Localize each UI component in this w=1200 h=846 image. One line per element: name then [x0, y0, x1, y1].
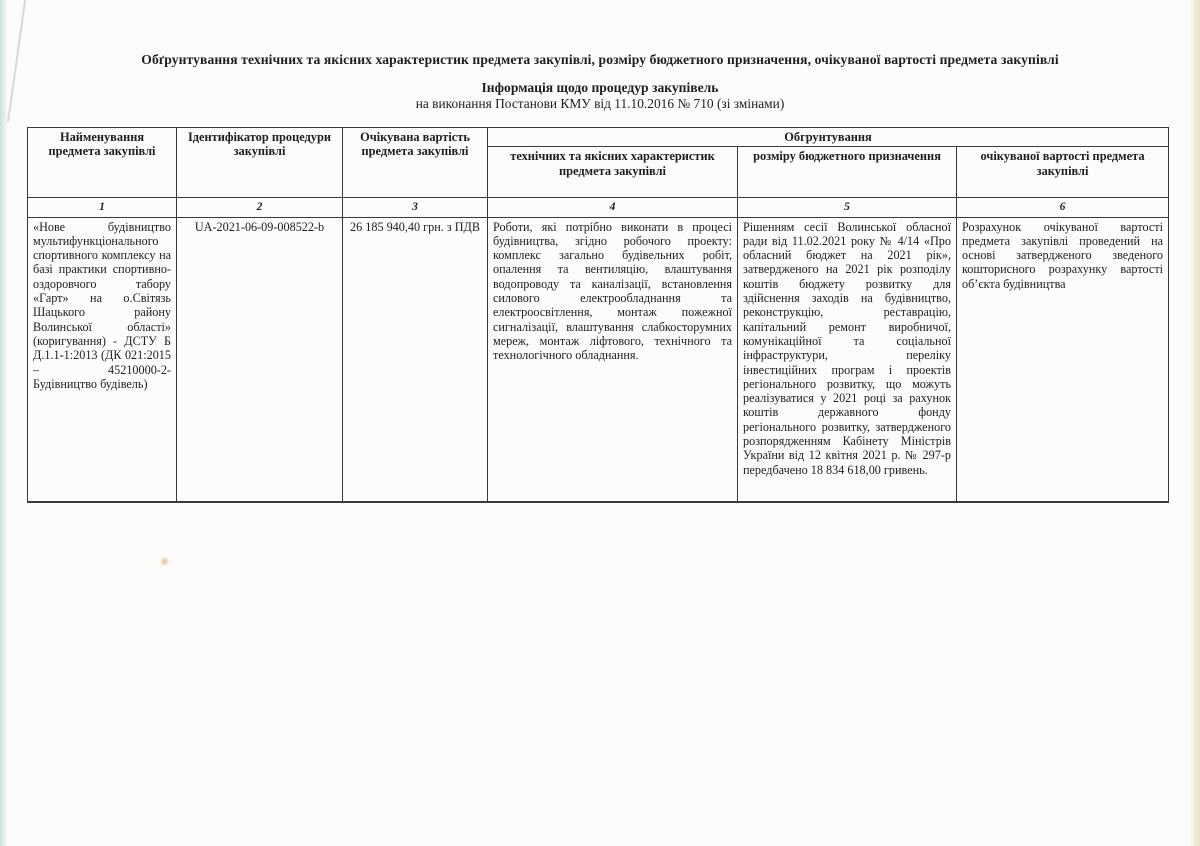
column-header-expected-value: Очікувана вартість предмета закупівлі	[343, 128, 488, 198]
cell-budget-justification: Рішенням сесії Волинської обласної ради від 11.02.2021 року № 4/14 «Про обласний бюджет на 2021 рік», затвердженого на 2021 рік розподілу коштів бюджету розвитку для здійснення заходів на будівництво, реконструкцію, реставрацію, капітальний ремонт виробничої, комунікаційної та соціальної інфраструктури, переліку інвестиційних програм і проектів регіонального розвитку, що можуть реалізуватися у 2021 році за рахунок коштів державного фонду регіонального розвитку, затвердженого розпорядженням Кабінету Міністрів України від 12 квітня 2021 р. № 297-р передбачено 18 834 618,00 гривень.	[738, 217, 957, 502]
column-number-3: 3	[343, 198, 488, 217]
doc-subtitle-note: на виконання Постанови КМУ від 11.10.2016 № 710 (зі змінами)	[415, 96, 785, 111]
scan-diagonal-artifact	[7, 0, 27, 122]
cell-technical-justification: Роботи, які потрібно виконати в процесі будівництва, згідно робочого проекту: комплекс загально будівельних робіт, опалення та вентиляцію, влаштування водопроводу та каналізації, встановлення силового електрообладнання та електроосвітлення, монтаж пожежної сигналізації, влаштування слабкосторумних мереж, монтаж ліфтового, технічного та технологічного обладнання.	[488, 217, 738, 502]
cell-value-justification: Розрахунок очікуваної вартості предмета закупівлі проведений на основі затвердженого зведеного кошторисного розрахунку вартості об’єкта будівництва	[957, 217, 1169, 502]
column-number-1: 1	[28, 198, 177, 217]
scan-speck	[160, 557, 169, 566]
column-number-5: 5	[738, 198, 957, 217]
header-row-group	[28, 128, 1169, 147]
column-header-technical: технічних та якісних характеристик предмета закупівлі	[488, 147, 738, 198]
table-row	[28, 217, 1169, 502]
column-number-6: 6	[957, 198, 1169, 217]
doc-subtitle: Інформація щодо процедур закупівель	[481, 80, 719, 95]
cell-procurement-identifier: UA-2021-06-09-008522-b	[177, 217, 343, 502]
doc-title: Обґрунтування технічних та якісних характеристик предмета закупівлі, розміру бюджетного призначення, очікуваної вартості предмета закупівлі	[141, 52, 1059, 67]
column-header-name: Найменування предмета закупівлі	[28, 128, 177, 198]
scan-edge-left	[0, 0, 8, 846]
column-header-budget: розміру бюджетного призначення	[738, 147, 957, 198]
cell-expected-value: 26 185 940,40 грн. з ПДВ	[343, 217, 488, 502]
cell-procurement-name: «Нове будівництво мультифункціонального спортивного комплексу на базі практики спортивно-оздоровчого табору «Гарт» на о.Світязь Шацького району Волинської області» (коригування) - ДСТУ Б Д.1.1-1:2013 (ДК 021:2015 – 45210000-2- Будівництво будівель)	[28, 217, 177, 502]
column-header-value: очікуваної вартості предмета закупівлі	[957, 147, 1169, 198]
scan-edge-right	[1189, 0, 1200, 846]
column-number-row	[28, 198, 1169, 217]
column-number-4: 4	[488, 198, 738, 217]
procurement-table	[27, 127, 1169, 503]
column-number-2: 2	[177, 198, 343, 217]
group-header-justification: Обгрунтування	[488, 128, 1169, 147]
column-header-identifier: Ідентифікатор процедури закупівлі	[177, 128, 343, 198]
